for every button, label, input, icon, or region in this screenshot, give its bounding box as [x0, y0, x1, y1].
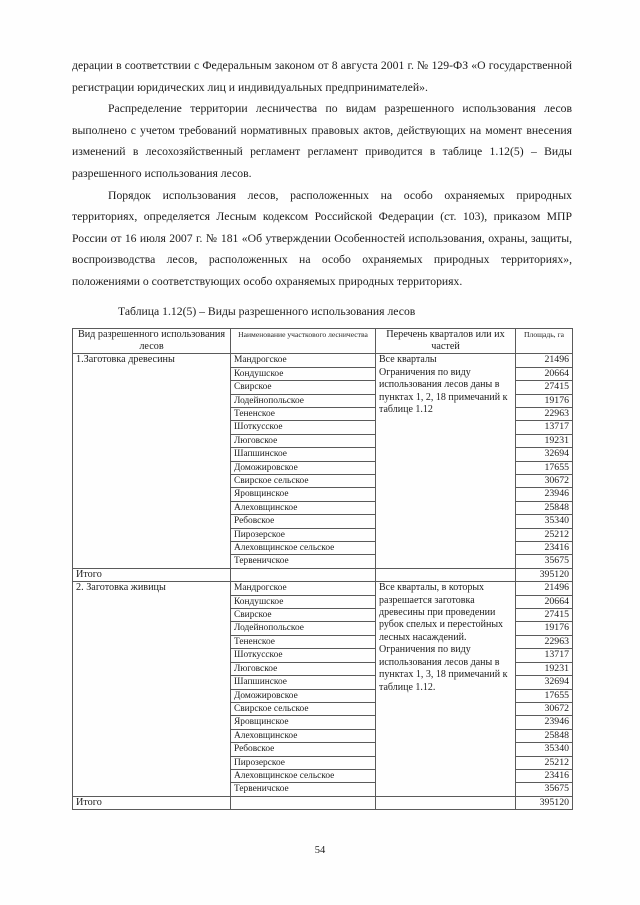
forestry-name-cell: Тененское — [231, 635, 376, 648]
table-caption: Таблица 1.12(5) – Виды разрешенного использования лесов — [118, 304, 416, 318]
total-area-cell: 395120 — [516, 568, 573, 581]
area-cell: 13717 — [516, 649, 573, 662]
table-total-row — [73, 568, 573, 581]
area-cell: 19176 — [516, 394, 573, 407]
total-blank-cell — [231, 796, 376, 809]
column-header-use-type: Вид разрешенного использования лесов — [73, 328, 231, 354]
forestry-name-cell: Шапшинское — [231, 676, 376, 689]
use-type-cell: 2. Заготовка живицы — [73, 582, 231, 797]
use-type-cell: 1.Заготовка древесины — [73, 354, 231, 569]
forestry-name-cell: Ребовское — [231, 743, 376, 756]
area-cell: 23946 — [516, 488, 573, 501]
table-row — [73, 354, 573, 367]
page-content — [72, 55, 572, 810]
total-blank-cell — [231, 568, 376, 581]
forestry-name-cell: Алеховщинское сельское — [231, 542, 376, 555]
area-cell: 35340 — [516, 515, 573, 528]
forestry-name-cell: Яровщинское — [231, 716, 376, 729]
area-cell: 30672 — [516, 475, 573, 488]
forestry-name-cell: Лодейнопольское — [231, 394, 376, 407]
page-number: 54 — [314, 845, 326, 856]
forestry-name-cell: Люговское — [231, 434, 376, 447]
area-cell: 25212 — [516, 756, 573, 769]
forestry-name-cell: Ребовское — [231, 515, 376, 528]
forestry-name-cell: Алеховщинское сельское — [231, 769, 376, 782]
forestry-name-cell: Тененское — [231, 407, 376, 420]
area-cell: 21496 — [516, 354, 573, 367]
quarters-description-cell: Все кварталы Ограничения по виду использования лесов даны в пунктах 1, 2, 18 примечаний к таблице 1.12 — [376, 354, 516, 569]
forestry-name-cell: Яровщинское — [231, 488, 376, 501]
area-cell: 32694 — [516, 448, 573, 461]
forestry-name-cell: Доможировское — [231, 689, 376, 702]
area-cell: 21496 — [516, 582, 573, 595]
forestry-name-cell: Доможировское — [231, 461, 376, 474]
column-header-forestry-name: Наименование участкового лесничества — [231, 328, 376, 354]
total-area-cell: 395120 — [516, 796, 573, 809]
forestry-name-cell: Мандрогское — [231, 354, 376, 367]
area-cell: 25848 — [516, 501, 573, 514]
area-cell: 32694 — [516, 676, 573, 689]
forestry-name-cell: Мандрогское — [231, 582, 376, 595]
forestry-name-cell: Пирозерское — [231, 528, 376, 541]
area-cell: 25212 — [516, 528, 573, 541]
table-row — [73, 582, 573, 595]
area-cell: 22963 — [516, 407, 573, 420]
table-header — [73, 328, 573, 354]
column-header-quarters: Перечень кварталов или их частей — [376, 328, 516, 354]
total-label-cell: Итого — [73, 568, 231, 581]
forestry-name-cell: Кондушское — [231, 595, 376, 608]
area-cell: 13717 — [516, 421, 573, 434]
area-cell: 27415 — [516, 381, 573, 394]
area-cell: 23416 — [516, 769, 573, 782]
forestry-name-cell: Тервеничское — [231, 783, 376, 796]
forestry-name-cell: Свирское — [231, 381, 376, 394]
area-cell: 27415 — [516, 609, 573, 622]
area-cell: 17655 — [516, 461, 573, 474]
area-cell: 35675 — [516, 555, 573, 568]
forestry-name-cell: Шоткусское — [231, 649, 376, 662]
area-cell: 30672 — [516, 702, 573, 715]
forestry-name-cell: Свирское сельское — [231, 702, 376, 715]
forestry-name-cell: Шапшинское — [231, 448, 376, 461]
forestry-name-cell: Алеховщинское — [231, 501, 376, 514]
forestry-name-cell: Шоткусское — [231, 421, 376, 434]
area-cell: 25848 — [516, 729, 573, 742]
area-cell: 23946 — [516, 716, 573, 729]
paragraph-1: дерации в соответствии с Федеральным законом от 8 августа 2001 г. № 129-ФЗ «О государственной регистрации юридических лиц и индивидуальных предпринимателей». — [72, 59, 572, 94]
area-cell: 20664 — [516, 595, 573, 608]
area-cell: 17655 — [516, 689, 573, 702]
total-label-cell: Итого — [73, 796, 231, 809]
forestry-name-cell: Лодейнопольское — [231, 622, 376, 635]
area-cell: 19231 — [516, 662, 573, 675]
area-cell: 35675 — [516, 783, 573, 796]
area-cell: 19231 — [516, 434, 573, 447]
forestry-name-cell: Свирское — [231, 609, 376, 622]
table-header-row — [73, 328, 573, 354]
forestry-name-cell: Алеховщинское — [231, 729, 376, 742]
paragraph-2: Распределение территории лесничества по видам разрешенного использования лесов выполнено с учетом требований нормативных правовых актов, действующих на момент внесения изменений в лесохозяйственный регламент регламент приводится в таблице 1.12(5) – Виды разрешенного использования лесов. — [72, 102, 572, 180]
area-cell: 35340 — [516, 743, 573, 756]
permitted-use-table — [72, 328, 573, 811]
forestry-name-cell: Свирское сельское — [231, 475, 376, 488]
area-cell: 22963 — [516, 635, 573, 648]
column-header-area: Площадь, га — [516, 328, 573, 354]
table-total-row — [73, 796, 573, 809]
total-blank-cell — [376, 796, 516, 809]
total-blank-cell — [376, 568, 516, 581]
forestry-name-cell: Тервеничское — [231, 555, 376, 568]
forestry-name-cell: Кондушское — [231, 367, 376, 380]
forestry-name-cell: Люговское — [231, 662, 376, 675]
quarters-description-cell: Все кварталы, в которых разрешается заготовка древесины при проведении рубок спелых и перестойных лесных насаждений. Ограничения по виду использования лесов даны в пунктах 1, 3, 18 примечаний к таблице 1.12. — [376, 582, 516, 797]
table-body — [73, 354, 573, 810]
area-cell: 19176 — [516, 622, 573, 635]
forestry-name-cell: Пирозерское — [231, 756, 376, 769]
area-cell: 23416 — [516, 542, 573, 555]
paragraph-3: Порядок использования лесов, расположенных на особо охраняемых природных территориях, определяется Лесным кодексом Российской Федерации (ст. 103), приказом МПР России от 16 июля 2007 г. № 181 «Об утверждении Особенностей использования, охраны, защиты, воспроизводства лесов, расположенных на особо охраняемых природных территориях», положениями о соответствующих особо охраняемых природных территориях. — [72, 188, 572, 288]
area-cell: 20664 — [516, 367, 573, 380]
